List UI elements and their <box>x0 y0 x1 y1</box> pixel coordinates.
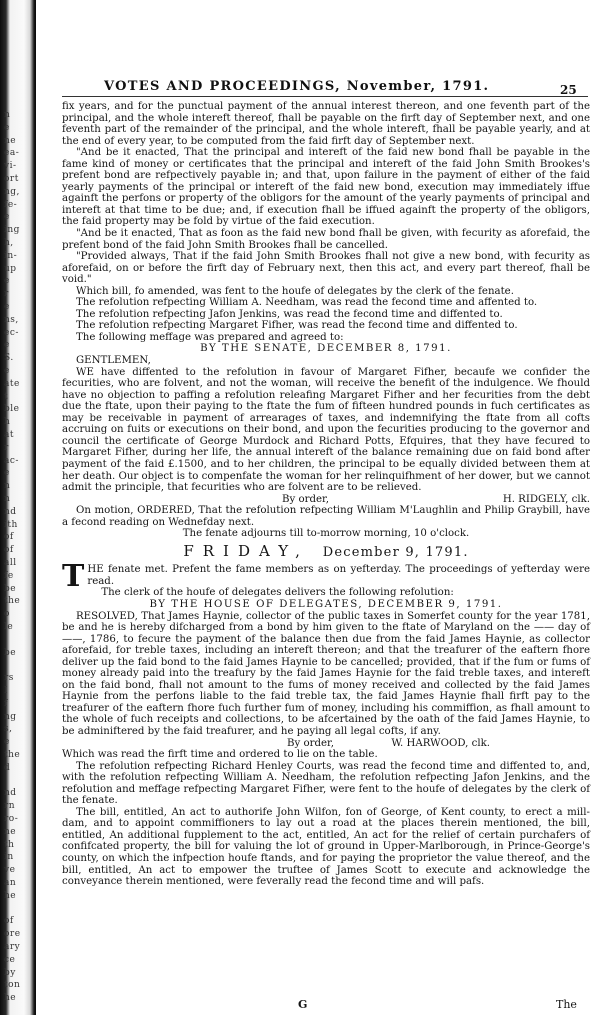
facing-page-line: be <box>4 583 17 594</box>
facing-page-line: rs <box>4 673 14 684</box>
paragraph: "And be it enacted, That the principal and intereft of the faid new bond fhall be payable in the fame kind of money or certificates that the principal and intereft of the faid John Smith Brookes's prefent bond are refpectively payable in; and that, upon failure in the payment of either of the faid yearly payments of the principal or intereft of the faid new bond, execution may immediately iffue againft the perfons or property of the obligors for the amount of the yearly payments of principal and intereft at that time to be due; and, if execution fhall be iffued againft the property of the obligors, the faid property may be fold by virtue of the faid execution. <box>62 147 590 228</box>
facing-page-line: h, <box>4 238 14 248</box>
paragraph-text: HE fenate met. Prefent the fame members as on yefterday. The proceedings of yefterday were read. <box>87 564 590 587</box>
paragraph: The bill, entitled, An act to authorife John Wilfon, fon of George, of Kent county, to erect a mill-dam, and to appoint commiffioners to lay out a road at the places therein mentioned, the bill, entitled, An additional fupplement to the act, entitled, An act for the relief of certain purchafers of confifcated property, the bill for valuing the lot of ground in Upper-Marlborough, in Prince-George's county, on which the infpection houfe ftands, and for paying the proprietor the value thereof, and the bill, entitled, An act to empower the truftee of James Scott to execute and acknowledge the conveyance therein mentioned, were feverally read the fecond time and will pafs. <box>62 806 590 888</box>
facing-page-line: ne <box>4 826 17 837</box>
facing-page-line: ate <box>4 378 20 389</box>
facing-page-line: nd <box>4 788 17 799</box>
facing-page-line: ng, <box>4 186 20 197</box>
facing-page-line: S. <box>4 353 14 364</box>
paragraph: "And be it enacted, That as foon as the faid new bond fhall be given, with fecurity as aforefaid, the prefent bond of the faid John Smith Brookes fhall be cancelled. <box>62 228 590 251</box>
clerk-name: H. RIDGELY, clk. <box>502 493 590 505</box>
facing-page-line: rn <box>4 801 16 812</box>
paragraph: Which bill, fo amended, was fent to the houfe of delegates by the clerk of the fenate. <box>76 285 514 297</box>
facing-page-line: fe- <box>4 199 18 210</box>
paragraph: RESOLVED, That James Haynie, collector of the public taxes in Somerfet county for the year 1781, be and he is hereby difcharged from a bond by him given to the ftate of Maryland on the —— day of ——, 1786, to fecure the payment of the balance then due from the faid James Haynie, as collector aforefaid, for treble taxes, including an intereft thereon; and that the treafurer of the eaftern fhore deliver up the faid bond to the faid James Haynie to be cancelled; provided, that if the fum or fums of money already paid into the treafury by the faid James Haynie for the faid treble taxes, and intereft on the faid bond, fhall not amount to the fums of money received and collected by the faid James Haynie from the perfons liable to the faid treble tax, the faid James Haynie fhall firft pay to the treafurer of the eaftern fhore fuch further fum of money, including his commiffion, as fhall amount to the whole of fuch receipts and collections, to be afcertained by the oath of the faid James Haynie, to be adminiftered by the faid treafurer, and he paying all legal cofts, if any. <box>62 610 590 737</box>
catchword: The <box>556 998 577 1011</box>
facing-page-line: e <box>4 122 10 133</box>
paragraph: On motion, ORDERED, That the refolution refpecting William M'Laughlin and Philip Graybill, have a fecond reading on Wednefday next. <box>62 505 590 528</box>
paragraph: The refolution refpecting Jafon Jenkins, was read the fecond time and diffented to. <box>76 308 503 320</box>
facing-page-line: of <box>4 532 14 543</box>
facing-page-line: ns, <box>4 314 19 325</box>
paragraph: The following meffage was prepared and agreed to: <box>76 331 344 343</box>
facing-page-line: all <box>4 558 17 568</box>
paragraph: BY THE SENATE, DECEMBER 8, 1791. <box>200 343 452 355</box>
facing-page-line: ble <box>4 404 20 415</box>
facing-page-line: f <box>4 698 8 709</box>
page-number: 25 <box>560 83 577 97</box>
facing-page-line: ne <box>4 135 17 146</box>
facing-page-line: ea- <box>4 148 20 159</box>
facing-page-line: ort <box>4 174 19 184</box>
facing-page-line: fe <box>4 570 14 581</box>
facing-page-line: n <box>4 481 11 492</box>
facing-page-line: in- <box>4 250 18 261</box>
facing-page-line: ng <box>4 711 17 722</box>
header-rule <box>62 96 588 97</box>
facing-page-line: ve <box>4 865 16 876</box>
facing-page-line: in <box>4 852 14 863</box>
paragraph: The refolution refpecting William A. Needham, was read the fecond time and affented to. <box>76 297 538 309</box>
paragraph: fix years, and for the punctual payment of the annual interest thereon, and one feventh part of the principal, and the whole intereft thereof, fhall be payable on the firft day of September next, and one feventh part of the remainder of the principal, and the whole intereft, fhall be payable yearly, and at the end of every year, to be computed from the faid firft day of September next. <box>62 101 590 147</box>
paragraph: GENTLEMEN, <box>76 355 151 367</box>
paragraph: "Provided always, That if the faid John Smith Brookes fhall not give a new bond, with fecurity as aforefaid, on or before the firft day of February next, then this act, and every part thereof, fhall be void." <box>62 251 590 286</box>
facing-page-line: of <box>4 916 14 927</box>
paragraph: The refolution refpecting Margaret Fifher, was read the fecond time and diffented to. <box>76 320 518 332</box>
facing-page-line: of <box>4 545 14 556</box>
facing-page-line: e <box>4 366 10 376</box>
clerk-name: W. HARWOOD, clk. <box>391 737 490 749</box>
facing-page-line: I <box>4 686 9 696</box>
by-order-text: By order, <box>282 493 330 505</box>
paragraph: BY THE HOUSE OF DELEGATES, DECEMBER 9, 1791. <box>149 598 503 610</box>
by-order-text: By order, <box>287 737 335 749</box>
facing-page-line: e <box>4 340 10 351</box>
facing-page-line: at <box>4 430 14 440</box>
day-name: FRIDAY, <box>183 541 309 560</box>
facing-page-line: he <box>4 890 17 901</box>
facing-page-line: e <box>4 737 10 748</box>
paragraph: The clerk of the houfe of delegates delivers the following refolution: <box>101 587 454 599</box>
facing-page-line: r <box>4 442 9 453</box>
facing-page-line: up <box>4 263 17 274</box>
day-heading <box>62 541 590 560</box>
facing-page-line: ing <box>4 225 20 236</box>
facing-page-line: by <box>4 967 16 978</box>
facing-page-line: ac- <box>4 455 19 466</box>
facing-page-line: o <box>4 609 10 620</box>
paragraph: The fenate adjourns till to-morrow morning, 10 o'clock. <box>182 528 470 540</box>
facing-page-line: r <box>4 289 9 300</box>
facing-page-line: th <box>4 839 15 850</box>
facing-page-line: ec- <box>4 327 19 338</box>
facing-page-line: e <box>4 276 10 287</box>
paragraph: Which was read the firft time and ordered to lie on the table. <box>62 749 378 761</box>
facing-page-line: the <box>4 750 21 760</box>
facing-page-line: ce <box>4 954 16 965</box>
facing-page-line: h <box>4 417 11 428</box>
facing-page-line: d <box>4 762 11 773</box>
facing-page-line: the <box>4 596 21 607</box>
facing-page-line: e <box>4 468 10 479</box>
facing-page-line: s, <box>4 724 13 735</box>
facing-page-fragment <box>0 0 34 1015</box>
facing-page-line: e <box>4 302 10 312</box>
facing-page-line: ary <box>4 942 21 952</box>
facing-page-line: ith <box>4 519 18 530</box>
page-body <box>62 101 590 888</box>
order-signature <box>62 494 590 506</box>
facing-page-line: he <box>4 993 17 1004</box>
running-head: VOTES AND PROCEEDINGS, November, 1791. <box>104 79 490 94</box>
facing-page-line: e <box>4 212 10 223</box>
facing-page-line: nd <box>4 506 17 517</box>
drop-cap: T <box>62 559 85 595</box>
facing-page-line: an <box>4 878 17 888</box>
facing-page-line: le <box>4 622 14 632</box>
paragraph: WE have diffented to the refolution in favour of Margaret Fifher, becaufe we confider the fecurities, who are folvent, and not the woman, will receive the benefit of the indulgence. We fhould have no objection to paffing a refolution releafing Margaret Fifher and her fecurities from the debt due the ftate, upon their paying to the ftate the fum of fifteen hundred pounds in fuch certificates as may be receivable in payment of arrearages of taxes, and indemnifying the ftate from all cofts accruing on fuits or executions on their bond, and upon the fecurities producing to the governor and council the certificate of George Murdock and Richard Potts, Efquires, that they have fecured to Margaret Fifher, during her life, the annual intereft of the balance remaining due on faid bond after payment of the faid £.1500, and to her children, the principal to be equally divided between them at her death. Our object is to compenfate the woman for her relinquifhment of her dower, but we cannot admit the principle, that fecurities who are folvent are to be relieved. <box>62 366 590 494</box>
facing-page-line: n <box>4 494 11 504</box>
facing-page-line: be <box>4 647 17 658</box>
day-date: December 9, 1791. <box>322 544 469 560</box>
facing-page-line: t <box>4 391 9 402</box>
facing-page-line: ore <box>4 929 21 940</box>
paragraph: The refolution refpecting Richard Henley Courts, was read the fecond time and diffented to, and, with the refolution refpecting William A. Needham, the refolution refpecting Jafon Jenkins, and the refolution and meffage refpecting Margaret Fifher, were fent to the houfe of delegates by the clerk of the fenate. <box>62 760 590 807</box>
facing-page-line: vi- <box>4 161 17 172</box>
facing-page-line: ro- <box>4 814 19 824</box>
facing-page-line: ton <box>4 980 21 991</box>
order-signature <box>62 738 590 750</box>
facing-page-line: n <box>4 110 11 120</box>
signature-mark: G <box>298 998 308 1011</box>
